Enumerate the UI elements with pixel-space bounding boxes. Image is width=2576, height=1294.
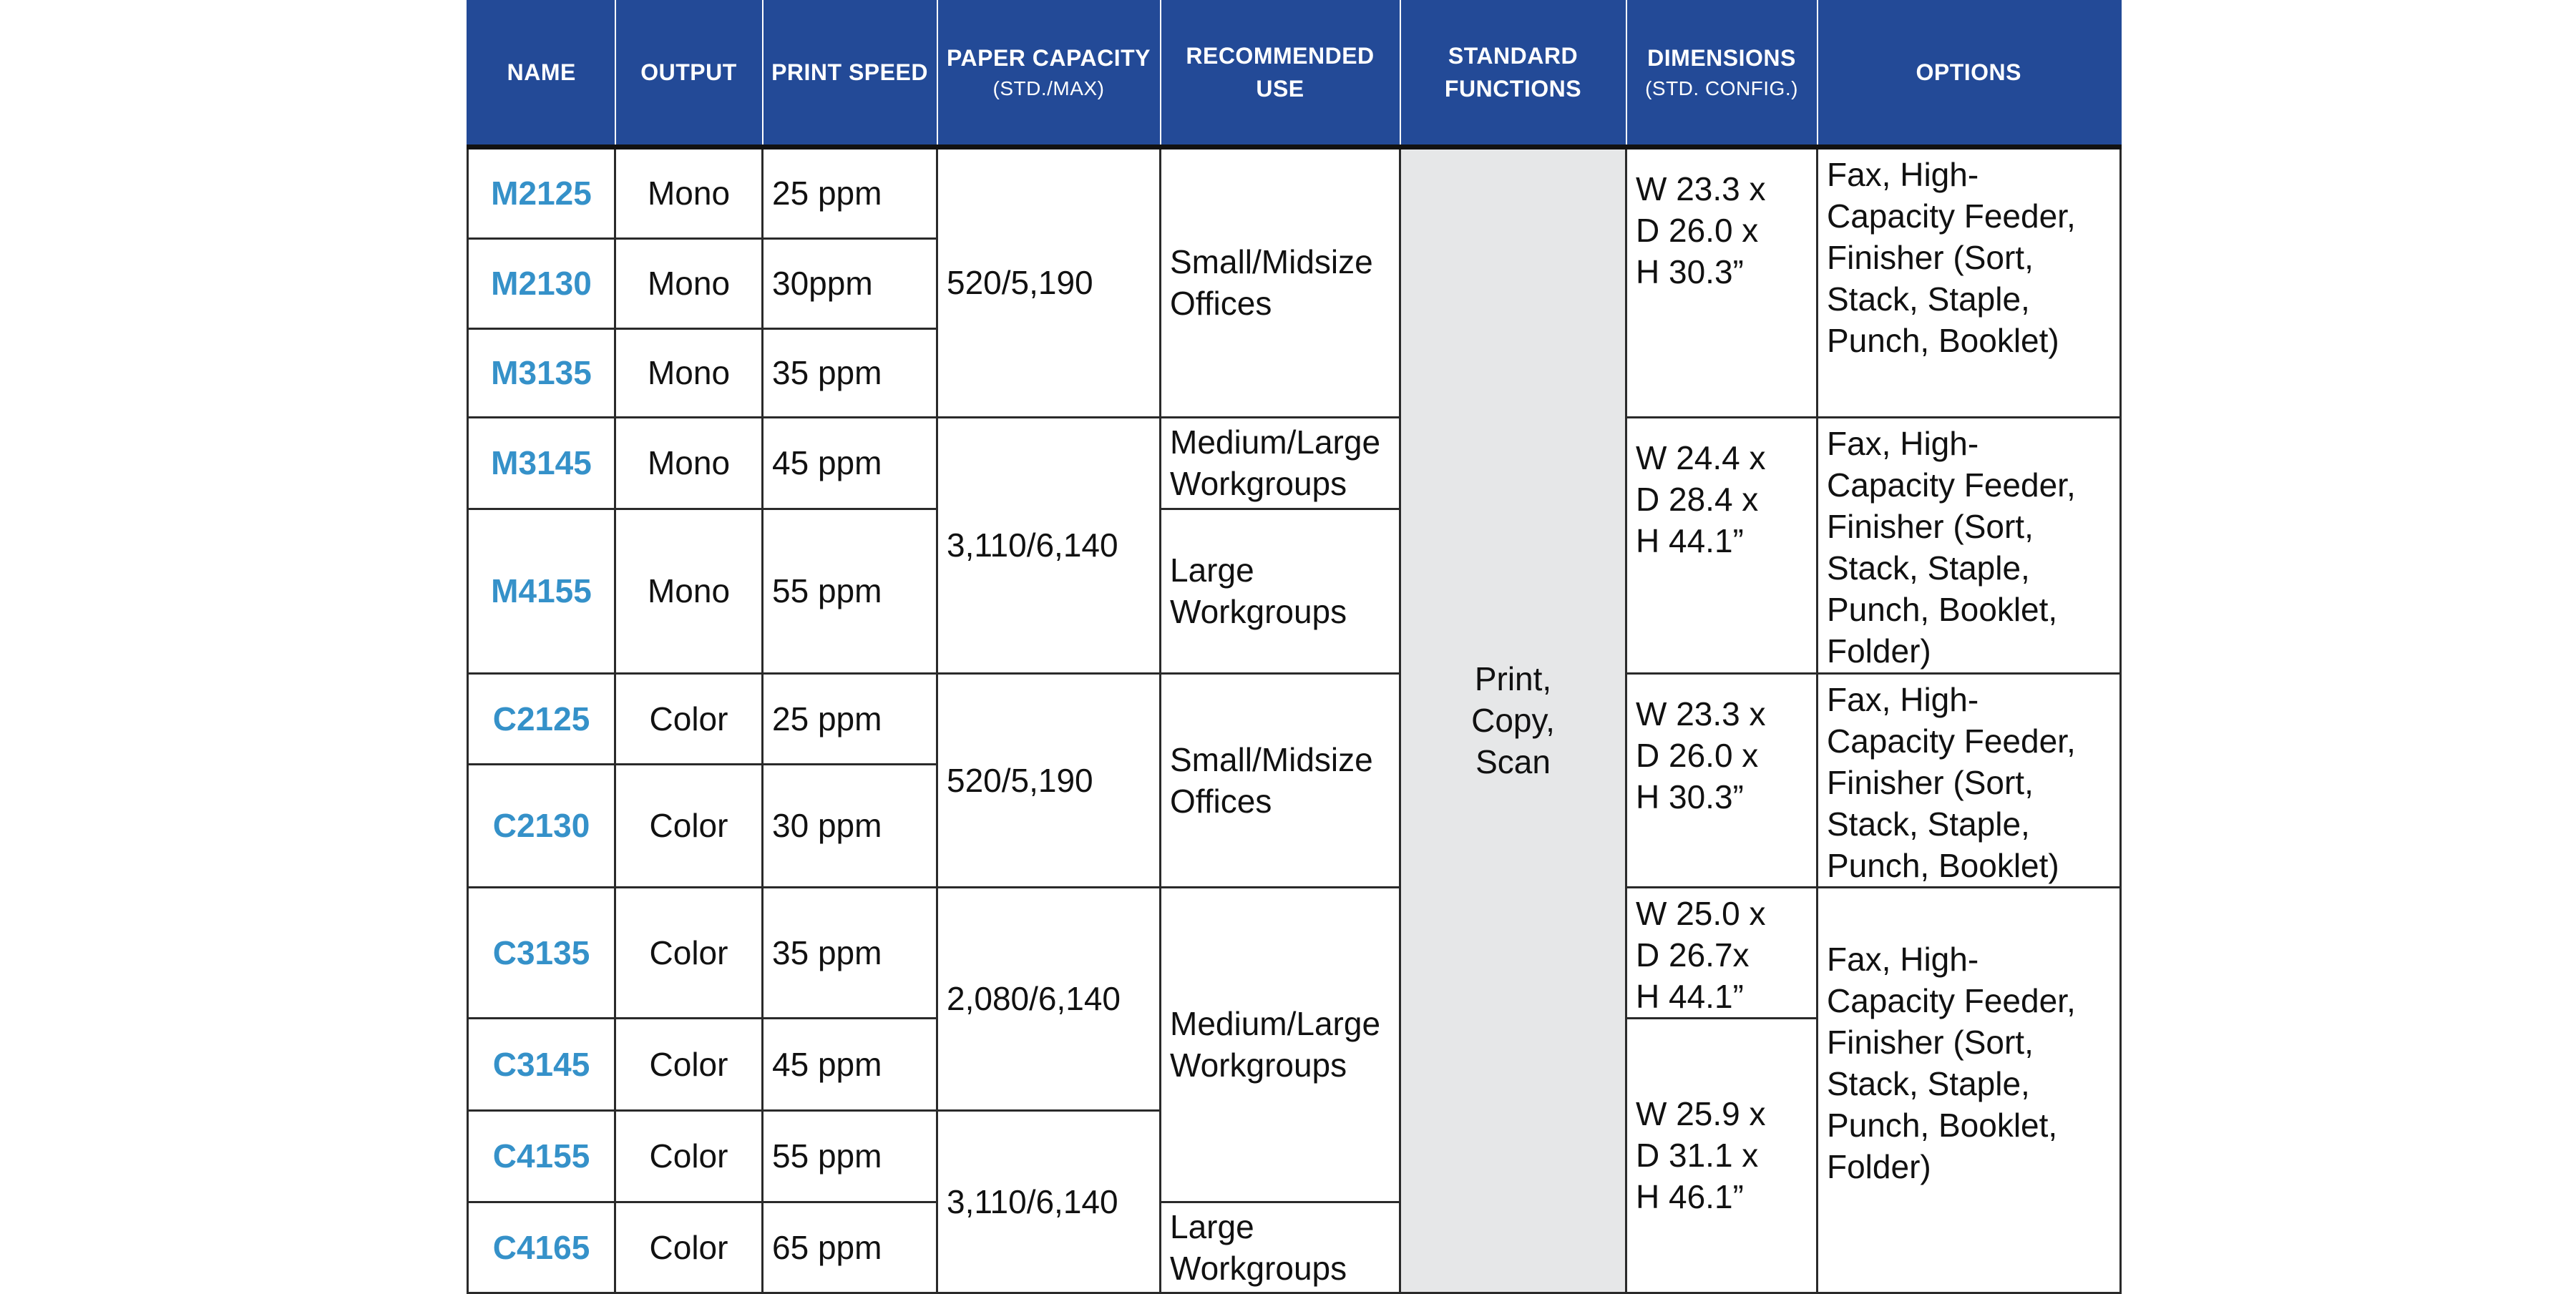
header-dimensions <box>1626 0 1818 147</box>
use-line: Offices <box>1170 782 1272 820</box>
options-cell <box>1818 147 2121 417</box>
print-speed: 35 ppm <box>763 887 937 1018</box>
table-row <box>468 147 2121 238</box>
dimensions-cell <box>1626 673 1818 887</box>
paper-capacity-cell: 3,110/6,140 <box>937 417 1161 673</box>
dimensions-cell <box>1626 1018 1818 1293</box>
use-line: Small/Midsize <box>1170 740 1373 778</box>
header-paper-capacity-label: PAPER CAPACITY <box>947 44 1151 71</box>
option-line: Stack, Staple, <box>1827 549 2030 587</box>
model-name: M2130 <box>468 238 615 328</box>
std-line: Scan <box>1475 743 1551 780</box>
model-name: M3145 <box>468 417 615 509</box>
header-row <box>468 0 2121 147</box>
use-line: Medium/Large <box>1170 1005 1381 1042</box>
paper-capacity-cell: 520/5,190 <box>937 673 1161 887</box>
model-name: M2125 <box>468 147 615 238</box>
option-line: Folder) <box>1827 632 1931 670</box>
recommended-use-cell <box>1161 1202 1400 1293</box>
model-name: C4165 <box>468 1202 615 1293</box>
table-row <box>468 417 2121 509</box>
header-paper-capacity-sub: (STD./MAX) <box>992 77 1105 99</box>
use-line: Medium/Large <box>1170 423 1381 461</box>
dim-line: W 23.3 x <box>1636 170 1766 207</box>
use-line: Offices <box>1170 285 1272 322</box>
print-speed: 45 ppm <box>763 417 937 509</box>
paper-capacity-cell: 520/5,190 <box>937 147 1161 417</box>
header-standard-line1: STANDARD <box>1448 42 1579 69</box>
print-speed: 45 ppm <box>763 1018 937 1110</box>
option-line: Fax, High- <box>1827 424 1979 462</box>
option-line: Capacity Feeder, <box>1827 722 2076 760</box>
printer-spec-table <box>467 0 2122 1294</box>
option-line: Finisher (Sort, <box>1827 763 2034 801</box>
model-name: C2130 <box>468 764 615 887</box>
recommended-use-cell <box>1161 509 1400 673</box>
header-output: OUTPUT <box>615 0 763 147</box>
output-type: Mono <box>615 417 763 509</box>
output-type: Mono <box>615 147 763 238</box>
header-print-speed: PRINT SPEED <box>763 0 937 147</box>
dim-line: D 26.0 x <box>1636 736 1759 774</box>
option-line: Capacity Feeder, <box>1827 197 2076 235</box>
output-type: Color <box>615 673 763 764</box>
print-speed: 25 ppm <box>763 147 937 238</box>
use-line: Workgroups <box>1170 1249 1347 1287</box>
output-type: Color <box>615 887 763 1018</box>
model-name: M4155 <box>468 509 615 673</box>
header-standard-functions <box>1400 0 1626 147</box>
header-dimensions-sub: (STD. CONFIG.) <box>1645 77 1798 99</box>
print-speed: 65 ppm <box>763 1202 937 1293</box>
option-line: Capacity Feeder, <box>1827 466 2076 504</box>
use-line: Small/Midsize <box>1170 243 1373 280</box>
print-speed: 35 ppm <box>763 328 937 417</box>
dim-line: H 46.1” <box>1636 1178 1744 1215</box>
print-speed: 30 ppm <box>763 764 937 887</box>
output-type: Mono <box>615 509 763 673</box>
option-line: Folder) <box>1827 1147 1931 1185</box>
recommended-use-cell <box>1161 147 1400 417</box>
output-type: Color <box>615 1018 763 1110</box>
header-paper-capacity <box>937 0 1161 147</box>
use-line: Large <box>1170 1207 1254 1245</box>
header-recommended-use: RECOMMENDED USE <box>1161 0 1400 147</box>
print-speed: 55 ppm <box>763 509 937 673</box>
dim-line: W 25.0 x <box>1636 894 1766 932</box>
std-line: Print, <box>1474 660 1552 697</box>
option-line: Punch, Booklet, <box>1827 590 2058 628</box>
print-speed: 30ppm <box>763 238 937 328</box>
option-line: Finisher (Sort, <box>1827 507 2034 545</box>
option-line: Fax, High- <box>1827 680 1979 718</box>
header-dimensions-label: DIMENSIONS <box>1647 44 1796 71</box>
output-type: Mono <box>615 238 763 328</box>
std-line: Copy, <box>1471 702 1555 739</box>
paper-capacity-cell: 3,110/6,140 <box>937 1110 1161 1293</box>
dim-line: W 24.4 x <box>1636 438 1766 476</box>
model-name: C4155 <box>468 1110 615 1202</box>
dim-line: D 28.4 x <box>1636 480 1759 518</box>
use-line: Workgroups <box>1170 465 1347 502</box>
option-line: Punch, Booklet, <box>1827 1106 2058 1144</box>
standard-functions-cell <box>1400 147 1626 1293</box>
dim-line: W 25.9 x <box>1636 1095 1766 1132</box>
table-row <box>468 673 2121 764</box>
dim-line: H 44.1” <box>1636 977 1744 1015</box>
use-line: Workgroups <box>1170 593 1347 630</box>
option-line: Finisher (Sort, <box>1827 1023 2034 1061</box>
dim-line: D 26.0 x <box>1636 211 1759 249</box>
options-cell <box>1818 887 2121 1293</box>
options-cell <box>1818 673 2121 887</box>
output-type: Color <box>615 1110 763 1202</box>
dim-line: H 30.3” <box>1636 778 1744 815</box>
dimensions-cell <box>1626 147 1818 417</box>
option-line: Stack, Staple, <box>1827 805 2030 843</box>
paper-capacity-cell: 2,080/6,140 <box>937 887 1161 1110</box>
dim-line: D 31.1 x <box>1636 1137 1759 1174</box>
options-cell <box>1818 417 2121 673</box>
output-type: Mono <box>615 328 763 417</box>
use-line: Workgroups <box>1170 1047 1347 1084</box>
recommended-use-cell <box>1161 887 1400 1202</box>
option-line: Stack, Staple, <box>1827 1064 2030 1102</box>
print-speed: 55 ppm <box>763 1110 937 1202</box>
header-options: OPTIONS <box>1818 0 2121 147</box>
option-line: Fax, High- <box>1827 940 1979 978</box>
option-line: Capacity Feeder, <box>1827 981 2076 1019</box>
output-type: Color <box>615 1202 763 1293</box>
recommended-use-cell <box>1161 673 1400 887</box>
model-name: M3135 <box>468 328 615 417</box>
option-line: Finisher (Sort, <box>1827 238 2034 276</box>
model-name: C2125 <box>468 673 615 764</box>
print-speed: 25 ppm <box>763 673 937 764</box>
dim-line: W 23.3 x <box>1636 695 1766 732</box>
option-line: Punch, Booklet) <box>1827 321 2059 359</box>
dimensions-cell <box>1626 887 1818 1018</box>
option-line: Punch, Booklet) <box>1827 846 2059 884</box>
model-name: C3135 <box>468 887 615 1018</box>
model-name: C3145 <box>468 1018 615 1110</box>
dimensions-cell <box>1626 417 1818 673</box>
output-type: Color <box>615 764 763 887</box>
option-line: Stack, Staple, <box>1827 280 2030 318</box>
header-standard-line2: FUNCTIONS <box>1444 75 1582 102</box>
recommended-use-cell <box>1161 417 1400 509</box>
dim-line: H 30.3” <box>1636 253 1744 290</box>
header-name: NAME <box>468 0 615 147</box>
dim-line: D 26.7x <box>1636 936 1750 974</box>
option-line: Fax, High- <box>1827 155 1979 193</box>
dim-line: H 44.1” <box>1636 521 1744 559</box>
table-row <box>468 887 2121 1018</box>
use-line: Large <box>1170 552 1254 589</box>
